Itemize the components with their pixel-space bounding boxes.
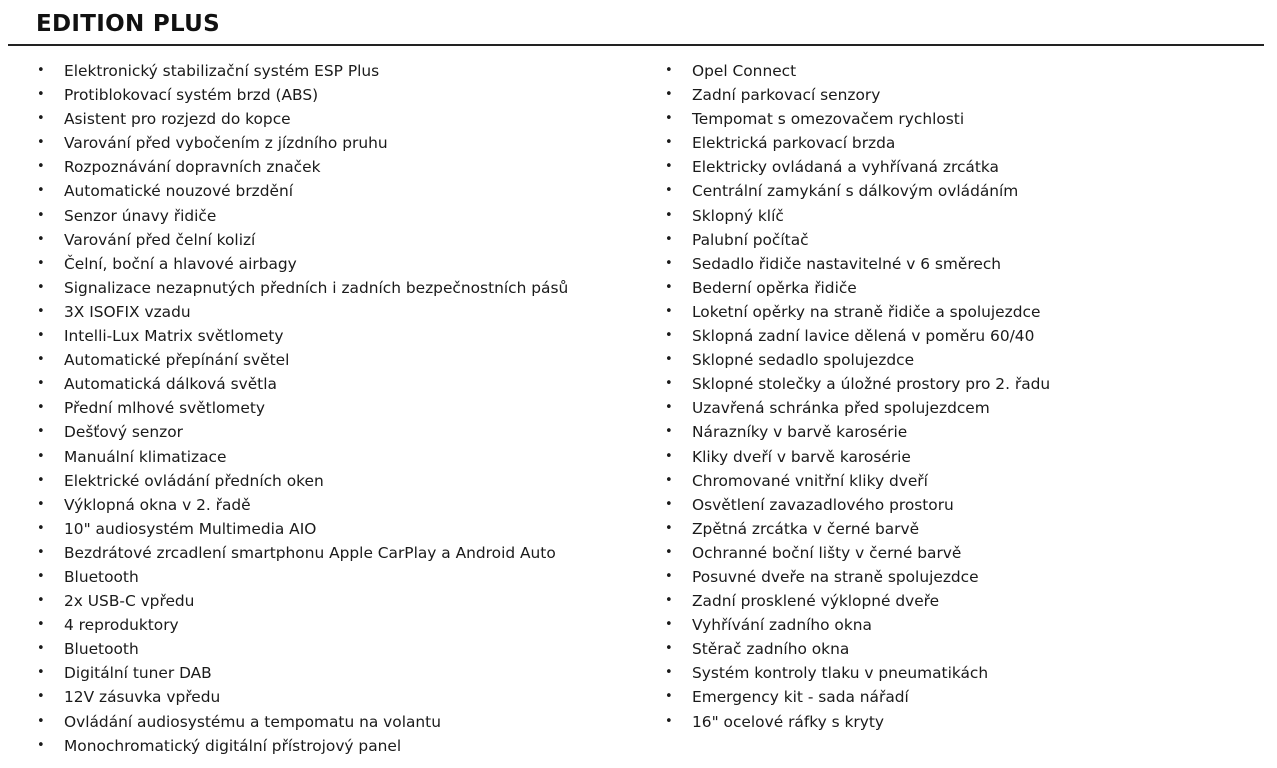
list-item (32, 710, 652, 734)
list-item-label: Zadní prosklené výklopné dveře (692, 592, 940, 611)
bullet-icon: • (37, 328, 45, 344)
list-item-label: Ovládání audiosystému a tempomatu na volantu (64, 712, 441, 731)
list-item (660, 517, 1260, 541)
list-item-label: 3X ISOFIX vzadu (64, 302, 191, 321)
bullet-icon: • (665, 63, 673, 78)
bullet-icon: • (37, 87, 45, 103)
list-item-label: Sklopné stolečky a úložné prostory pro 2. řadu (692, 375, 1051, 394)
bullet-icon: • (37, 472, 45, 488)
bullet-icon: • (37, 183, 45, 199)
list-item-label: Automatické přepínání světel (64, 351, 290, 370)
list-item (660, 107, 1260, 131)
list-item (32, 445, 652, 469)
list-item (660, 661, 1260, 685)
bullet-icon: • (37, 496, 45, 512)
bullet-icon: • (665, 207, 673, 223)
list-item-label: Zpětná zrcátka v černé barvě (692, 519, 920, 538)
bullet-icon: • (665, 568, 673, 584)
list-item (32, 155, 652, 179)
list-item-label: Uzavřená schránka před spolujezdcem (692, 399, 990, 418)
list-item (32, 252, 652, 276)
list-item (32, 396, 652, 420)
list-item-label: Posuvné dveře na straně spolujezdce (692, 567, 979, 586)
list-item-label: 12V zásuvka vpředu (64, 688, 221, 707)
bullet-icon: • (665, 231, 673, 247)
bullet-icon: • (665, 424, 673, 440)
list-item (32, 59, 652, 83)
list-item-label: Nárazníky v barvě karosérie (692, 423, 908, 442)
list-item-label: Elektronický stabilizační systém ESP Plus (64, 62, 380, 80)
list-item (660, 83, 1260, 107)
list-item-label: Sklopné sedadlo spolujezdce (692, 351, 915, 370)
list-item (32, 589, 652, 613)
bullet-icon: • (665, 87, 673, 103)
list-item (660, 204, 1260, 228)
list-item (660, 685, 1260, 709)
list-item-label: Bederní opěrka řidiče (692, 278, 857, 297)
bullet-icon: • (665, 617, 673, 633)
list-item-label: Loketní opěrky na straně řidiče a spolujezdce (692, 302, 1041, 321)
bullet-icon: • (37, 63, 45, 78)
list-item (32, 493, 652, 517)
list-item-label: Dešťový senzor (64, 423, 183, 442)
list-item (32, 131, 652, 155)
bullet-icon: • (665, 400, 673, 416)
list-item-label: Senzor únavy řidiče (64, 206, 217, 225)
list-item (660, 420, 1260, 444)
bullet-icon: • (665, 544, 673, 560)
list-item-label: Chromované vnitřní kliky dveří (692, 471, 928, 490)
bullet-icon: • (665, 303, 673, 319)
bullet-icon: • (37, 111, 45, 127)
list-item (660, 59, 1260, 83)
bullet-icon: • (665, 593, 673, 609)
list-item (32, 469, 652, 493)
list-item (32, 637, 652, 661)
bullet-icon: • (37, 520, 45, 536)
list-item (32, 734, 652, 758)
list-item (32, 276, 652, 300)
list-item-label: Digitální tuner DAB (64, 664, 212, 683)
list-item-label: Manuální klimatizace (64, 447, 227, 466)
list-item (660, 155, 1260, 179)
bullet-icon: • (37, 544, 45, 560)
list-item-label: Sklopný klíč (692, 206, 784, 225)
list-item (32, 661, 652, 685)
list-item-label: Výklopná okna v 2. řadě (64, 495, 251, 514)
list-item (32, 372, 652, 396)
bullet-icon: • (37, 231, 45, 247)
list-item (32, 324, 652, 348)
list-item-label: Sklopná zadní lavice dělená v poměru 60/40 (692, 327, 1035, 346)
bullet-icon: • (665, 159, 673, 175)
list-item-label: Systém kontroly tlaku v pneumatikách (692, 664, 989, 683)
list-item (32, 541, 652, 565)
bullet-icon: • (665, 135, 673, 151)
list-item-label: Tempomat s omezovačem rychlosti (692, 110, 965, 129)
bullet-icon: • (37, 400, 45, 416)
bullet-icon: • (37, 279, 45, 295)
list-item-label: Sedadlo řidiče nastavitelné v 6 směrech (692, 254, 1002, 273)
list-item-label: Bluetooth (64, 567, 139, 586)
list-item (660, 613, 1260, 637)
list-item-label: Bezdrátové zrcadlení smartphonu Apple CarPlay a Android Auto (64, 543, 556, 562)
list-item (660, 131, 1260, 155)
bullet-icon: • (37, 448, 45, 464)
list-item (660, 300, 1260, 324)
list-item-label: Intelli-Lux Matrix světlomety (64, 327, 284, 346)
list-item (32, 228, 652, 252)
list-item-label: Kliky dveří v barvě karosérie (692, 447, 911, 466)
list-item-label: Ochranné boční lišty v černé barvě (692, 543, 962, 562)
list-item-label: Opel Connect (692, 62, 797, 80)
bullet-icon: • (37, 376, 45, 392)
list-item-label: Osvětlení zavazadlového prostoru (692, 495, 954, 514)
list-item (660, 565, 1260, 589)
bullet-icon: • (37, 641, 45, 657)
bullet-icon: • (37, 159, 45, 175)
list-item-label: Centrální zamykání s dálkovým ovládáním (692, 182, 1019, 201)
list-item-label: Bluetooth (64, 640, 139, 659)
list-item-label: Signalizace nezapnutých předních i zadních bezpečnostních pásů (64, 278, 569, 297)
bullet-icon: • (37, 593, 45, 609)
list-item-label: Elektrická parkovací brzda (692, 134, 896, 153)
list-item-label: Monochromatický digitální přístrojový panel (64, 736, 402, 755)
list-item (32, 107, 652, 131)
list-item-label: 2x USB-C vpředu (64, 592, 195, 611)
list-item-label: Protiblokovací systém brzd (ABS) (64, 86, 319, 105)
bullet-icon: • (665, 496, 673, 512)
list-item (32, 613, 652, 637)
list-item (660, 372, 1260, 396)
list-item (660, 228, 1260, 252)
list-item (660, 710, 1260, 734)
list-item-label: Vyhřívání zadního okna (692, 616, 872, 635)
list-item-label: Přední mlhové světlomety (64, 399, 265, 418)
bullet-icon: • (665, 665, 673, 681)
bullet-icon: • (665, 183, 673, 199)
bullet-icon: • (665, 376, 673, 392)
title-divider (8, 44, 1264, 46)
bullet-icon: • (37, 303, 45, 319)
list-item (32, 204, 652, 228)
bullet-icon: • (665, 448, 673, 464)
bullet-icon: • (665, 111, 673, 127)
list-item-label: Asistent pro rozjezd do kopce (64, 110, 291, 129)
bullet-icon: • (37, 207, 45, 223)
bullet-icon: • (665, 472, 673, 488)
bullet-icon: • (665, 641, 673, 657)
features-list-right (660, 59, 1260, 734)
list-item-label: Rozpoznávání dopravních značek (64, 158, 321, 177)
list-item (660, 252, 1260, 276)
bullet-icon: • (37, 737, 45, 753)
bullet-icon: • (665, 352, 673, 368)
list-item (660, 589, 1260, 613)
bullet-icon: • (665, 713, 673, 729)
features-list-left (32, 59, 652, 758)
bullet-icon: • (37, 617, 45, 633)
bullet-icon: • (37, 424, 45, 440)
bullet-icon: • (37, 135, 45, 151)
list-item-label: Automatická dálková světla (64, 375, 277, 394)
bullet-icon: • (37, 689, 45, 705)
list-item-label: Stěrač zadního okna (692, 640, 850, 659)
bullet-icon: • (665, 255, 673, 271)
list-item-label: 16" ocelové ráfky s kryty (692, 712, 885, 731)
list-item (660, 179, 1260, 203)
list-item (32, 565, 652, 589)
list-item-label: Emergency kit - sada nářadí (692, 688, 909, 707)
list-item (32, 517, 652, 541)
list-item-label: Palubní počítač (692, 230, 809, 249)
list-item-label: Automatické nouzové brzdění (64, 182, 293, 201)
bullet-icon: • (665, 520, 673, 536)
page-title: EDITION PLUS (36, 11, 220, 37)
list-item (32, 83, 652, 107)
list-item (660, 469, 1260, 493)
list-item-label: Zadní parkovací senzory (692, 86, 881, 105)
list-item-label: 4 reproduktory (64, 616, 179, 635)
list-item (32, 420, 652, 444)
bullet-icon: • (37, 665, 45, 681)
list-item-label: Čelní, boční a hlavové airbagy (64, 254, 297, 273)
list-item (32, 179, 652, 203)
list-item (660, 493, 1260, 517)
list-item-label: 10" audiosystém Multimedia AIO (64, 519, 317, 538)
bullet-icon: • (37, 713, 45, 729)
list-item (660, 324, 1260, 348)
bullet-icon: • (37, 352, 45, 368)
list-item (660, 445, 1260, 469)
list-item (660, 276, 1260, 300)
list-item (660, 541, 1260, 565)
bullet-icon: • (665, 328, 673, 344)
list-item (660, 348, 1260, 372)
list-item (32, 348, 652, 372)
bullet-icon: • (37, 255, 45, 271)
list-item-label: Varování před čelní kolizí (64, 230, 256, 249)
list-item-label: Elektrické ovládání předních oken (64, 471, 324, 490)
bullet-icon: • (37, 568, 45, 584)
list-item (660, 637, 1260, 661)
bullet-icon: • (665, 279, 673, 295)
list-item (32, 685, 652, 709)
bullet-icon: • (665, 689, 673, 705)
list-item-label: Elektricky ovládaná a vyhřívaná zrcátka (692, 158, 999, 177)
list-item-label: Varování před vybočením z jízdního pruhu (64, 134, 388, 153)
list-item (660, 396, 1260, 420)
list-item (32, 300, 652, 324)
